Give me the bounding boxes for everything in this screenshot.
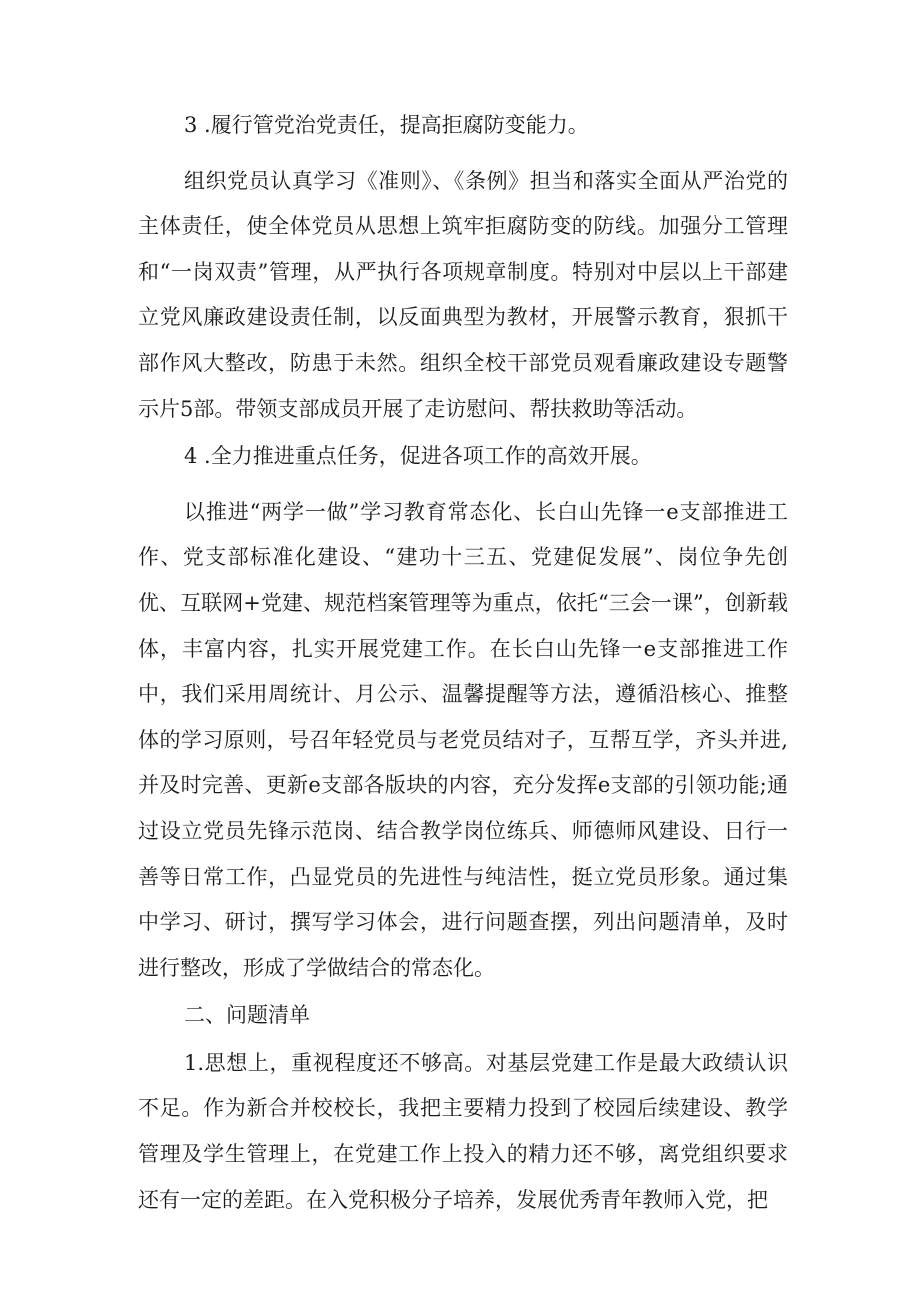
- section-heading-3: 3 .履行管党治党责任，提高拒腐防变能力。: [184, 113, 589, 137]
- section-heading-problems: 二、问题清单: [184, 1003, 310, 1028]
- paragraph-discipline: 组织党员认真学习《准则》、《条例》担当和落实全面从严治党的主体责任，使全体党员从思想上筑牢拒腐防变的防线。加强分工管理和“一岗双责”管理，从严执行各项规章制度。特别对中层以上干部建立党风廉政建设责任制，以反面典型为教材，开展警示教育，狠抓干部作风大整改，防患于未然。组织全校干部党员观看廉政建设专题警示片5部。带领支部成员开展了走访慰问、帮扶救助等活动。: [138, 168, 788, 421]
- paragraph-key-tasks: 以推进“两学一做”学习教育常态化、长白山先锋一e支部推进工作、党支部标准化建设、“建功十三五、党建促发展”、岗位争先创优、互联网+党建、规范档案管理等为重点，依托“三会一课”，创新载体，丰富内容，扎实开展党建工作。在长白山先锋一e支部推进工作中，我们采用周统计、月公示、温馨提醒等方法，遵循沿核心、推整体的学习原则，号召年轻党员与老党员结对子，互帮互学，齐头并进,并及时完善、更新e支部各版块的内容，充分发挥e支部的引领功能;通过设立党员先锋示范岗、结合教学岗位练兵、师德师风建设、日行一善等日常工作，凸显党员的先进性与纯洁性，挺立党员形象。通过集中学习、研讨，撰写学习体会，进行问题查摆，列出问题清单，及时进行整改，形成了学做结合的常态化。: [138, 499, 788, 980]
- section-heading-4: 4 .全力推进重点任务，促进各项工作的高效开展。: [184, 444, 652, 469]
- paragraph-problem-1: 1.思想上，重视程度还不够高。对基层党建工作是最大政绩认识不足。作为新合并校校长，我把主要精力投到了校园后续建设、教学管理及学生管理上，在党建工作上投入的精力还不够，离党组织要求还有一定的差距。在入党积极分子培养，发展优秀青年教师入党，把: [138, 1050, 788, 1212]
- document-body: [138, 103, 788, 1223]
